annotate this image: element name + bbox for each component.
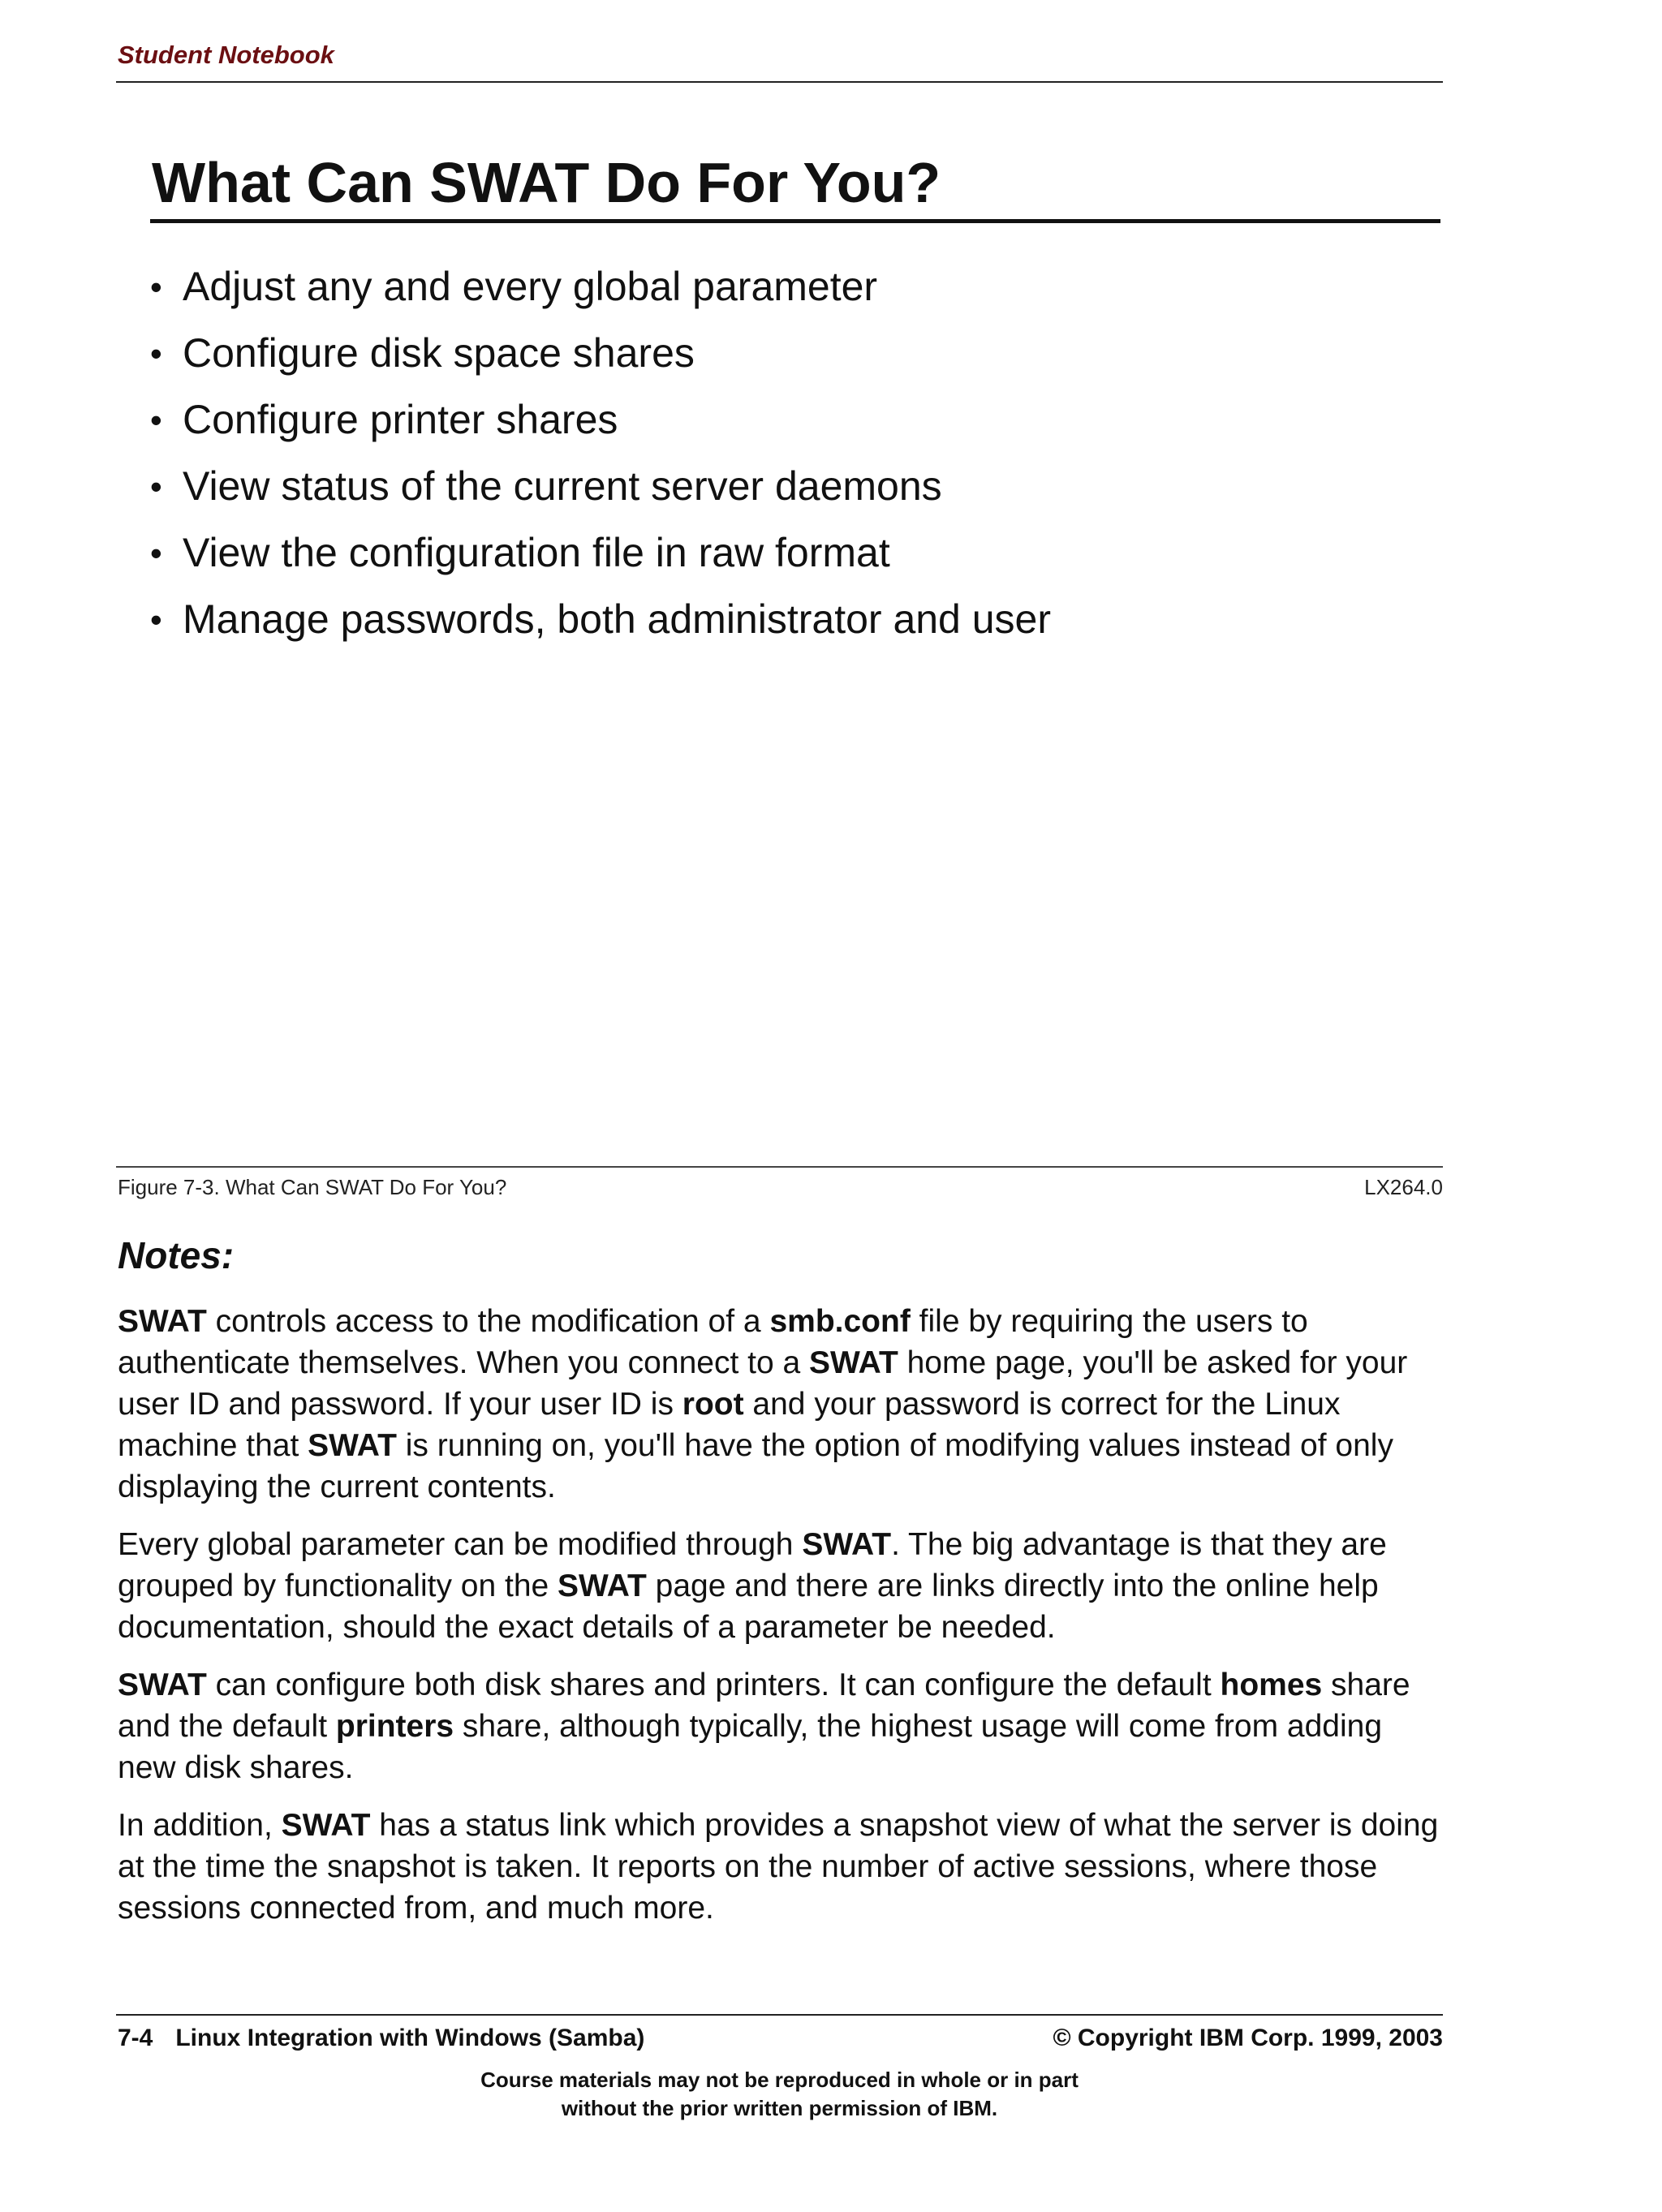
notes-text: share and the default	[118, 1668, 1410, 1744]
notes-bold-term: SWAT	[809, 1345, 898, 1380]
notes-text: home page, you'll be asked for your user ID and password. If your user ID is	[118, 1345, 1408, 1422]
bullet-item	[150, 586, 1051, 652]
notes-text: and your password is correct for the Linux machine that	[118, 1387, 1341, 1463]
figure-title-underline	[150, 219, 1440, 223]
notes-bold-term: homes	[1220, 1668, 1323, 1702]
bullet-item	[150, 453, 1051, 519]
notes-bold-term: SWAT	[802, 1527, 892, 1562]
bullet-text: Configure printer shares	[183, 397, 618, 442]
notes-heading: Notes:	[118, 1234, 235, 1276]
notes-text: has a status link which provides a snapshot view of what the server is doing at the time the snapshot is taken. It reports on the number of active sessions, where those sessions connected from, and much more.	[118, 1808, 1439, 1926]
bullet-item	[150, 519, 1051, 586]
page-number: 7-4	[118, 2025, 153, 2051]
notes-paragraph	[118, 1301, 1449, 1508]
notes-paragraph	[118, 1664, 1449, 1788]
notice-line: without the prior written permission of IBM.	[561, 2096, 998, 2120]
footer-left	[118, 2025, 644, 2052]
course-title: Linux Integration with Windows (Samba)	[175, 2025, 645, 2051]
bullet-text: View status of the current server daemons	[183, 463, 942, 509]
running-header-label: Student Notebook	[118, 41, 334, 69]
bullet-text: View the configuration file in raw format	[183, 530, 890, 575]
notes-text: share, although typically, the highest usage will come from adding new disk shares.	[118, 1709, 1383, 1785]
bullet-dot-icon: •	[150, 401, 162, 439]
figure-caption-divider	[116, 1166, 1443, 1168]
copyright: © Copyright IBM Corp. 1999, 2003	[1053, 2025, 1443, 2051]
notes-bold-term: SWAT	[558, 1569, 647, 1603]
notes-bold-term: SWAT	[118, 1304, 207, 1339]
figure-bullet-list	[150, 253, 1051, 652]
bullet-item	[150, 320, 1051, 386]
notes-paragraph	[118, 1524, 1449, 1648]
bullet-text: Adjust any and every global parameter	[183, 264, 878, 309]
notes-body	[118, 1301, 1449, 1945]
notes-paragraph	[118, 1805, 1449, 1929]
notes-text: file by requiring the users to authenticate themselves. When you connect to a	[118, 1304, 1308, 1380]
bullet-dot-icon: •	[150, 268, 162, 306]
notes-bold-term: printers	[335, 1709, 454, 1744]
notes-text: . The big advantage is that they are grouped by functionality on the	[118, 1527, 1387, 1603]
bullet-dot-icon: •	[150, 334, 162, 372]
reproduction-notice	[116, 2066, 1443, 2123]
bullet-item	[150, 386, 1051, 453]
notes-bold-term: root	[682, 1387, 744, 1422]
bullet-dot-icon: •	[150, 600, 162, 639]
figure-code: LX264.0	[1364, 1175, 1443, 1199]
header-divider	[116, 81, 1443, 83]
notice-line: Course materials may not be reproduced in whole or in part	[480, 2068, 1079, 2092]
notes-bold-term: smb.conf	[769, 1304, 911, 1339]
notes-text: controls access to the modification of a	[206, 1304, 770, 1339]
figure-caption: Figure 7-3. What Can SWAT Do For You?	[118, 1175, 507, 1199]
notes-bold-term: SWAT	[281, 1808, 371, 1843]
bullet-text: Manage passwords, both administrator and user	[183, 596, 1052, 642]
bullet-text: Configure disk space shares	[183, 330, 695, 376]
footer-divider	[116, 2014, 1443, 2016]
notes-text: is running on, you'll have the option of modifying values instead of only displaying the current contents.	[118, 1428, 1393, 1504]
notes-text: can configure both disk shares and printers. It can configure the default	[206, 1668, 1221, 1702]
bullet-item	[150, 253, 1051, 320]
notes-text: page and there are links directly into the online help documentation, should the exact details of a parameter be needed.	[118, 1569, 1379, 1645]
figure-title: What Can SWAT Do For You?	[152, 151, 941, 214]
notes-text: Every global parameter can be modified through	[118, 1527, 803, 1562]
bullet-dot-icon: •	[150, 534, 162, 572]
notes-bold-term: SWAT	[118, 1668, 207, 1702]
notes-bold-term: SWAT	[308, 1428, 397, 1463]
notes-text: In addition,	[118, 1808, 282, 1843]
bullet-dot-icon: •	[150, 467, 162, 506]
